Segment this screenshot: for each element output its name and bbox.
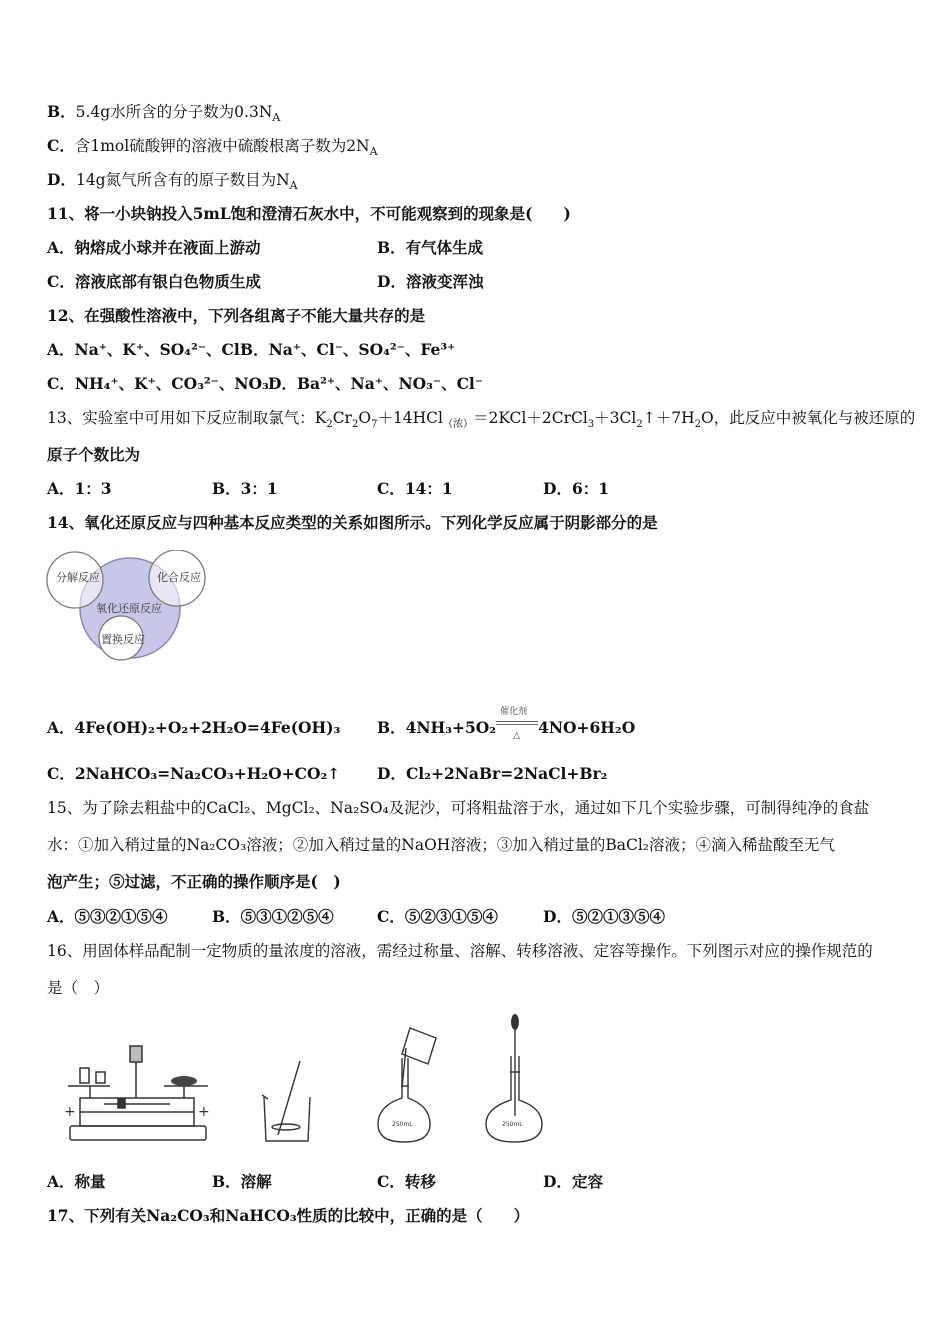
q14-option-b: B．4NH₃+5O₂ 催化剂 △ 4NO+6H₂O [377, 717, 635, 739]
q15-stem-line2: 水：①加入稍过量的Na₂CO₃溶液；②加入稍过量的NaOH溶液；③加入稍过量的BaCl₂溶液；④滴入稀盐酸至无气 [47, 836, 835, 854]
q13-option-a: A．1：3 [47, 479, 112, 498]
dropper-bulb [511, 1014, 519, 1030]
redox-venn-diagram [44, 550, 214, 662]
q11-option-d: D．溶液变浑浊 [377, 272, 484, 291]
q13-option-b: B．3：1 [212, 479, 278, 498]
q14-option-c: C．2NaHCO₃=Na₂CO₃+H₂O+CO₂↑ [47, 764, 341, 783]
q16-stem-line1: 16、用固体样品配制一定物质的量浓度的溶液，需经过称量、溶解、转移溶液、定容等操作。下列图示对应的操作规范的 [47, 942, 873, 960]
balance-illustration [64, 1040, 212, 1146]
decomposition-label: 分解反应 [56, 571, 100, 584]
q12-option-d: D．Ba²⁺、Na⁺、NO₃⁻、Cl⁻ [268, 374, 483, 393]
beaker-illustration [258, 1055, 316, 1145]
q13-stem-line2: 原子个数比为 [47, 445, 141, 464]
sample-pile [171, 1076, 197, 1086]
q13-option-d: D．6：1 [543, 479, 610, 498]
displacement-label: 置换反应 [101, 633, 145, 646]
q11-stem: 11、将一小块钠投入5mL饱和澄清石灰水中，不可能观察到的现象是( ) [47, 204, 571, 223]
q15-option-d: D．⑤②①③⑤④ [543, 907, 665, 926]
transfer-illustration [372, 1020, 450, 1145]
q16-option-a: A．称量 [47, 1172, 106, 1191]
q15-option-c: C．⑤②③①⑤④ [377, 907, 498, 926]
q11-option-b: B．有气体生成 [377, 238, 484, 257]
q11-option-a: A．钠熔成小球并在液面上游动 [47, 238, 261, 257]
catalyst-label: 催化剂 [500, 707, 528, 717]
flask-volume-label-1: 250mL [392, 1121, 413, 1128]
q14-option-a: A．4Fe(OH)₂+O₂+2H₂O=4Fe(OH)₃ [47, 718, 341, 737]
q17-stem: 17、下列有关Na₂CO₃和NaHCO₃性质的比较中，正确的是（ ） [47, 1206, 530, 1225]
q10-option-c: C．含1mol硫酸钾的溶液中硫酸根离子数为$2N_A$ [47, 136, 378, 159]
q12-stem: 12、在强酸性溶液中，下列各组离子不能大量共存的是 [47, 306, 426, 325]
q16-stem-line2: 是（ ） [47, 979, 110, 997]
minus-sign-left: + [64, 1104, 76, 1120]
minus-sign-right: + [198, 1104, 210, 1120]
q15-stem-line3: 泡产生；⑤过滤，不正确的操作顺序是( ) [47, 872, 341, 891]
q16-option-b: B．溶解 [212, 1172, 272, 1191]
q13-option-c: C．14：1 [377, 479, 453, 498]
q14-option-d: D．Cl₂+2NaBr=2NaCl+Br₂ [377, 764, 608, 783]
flask-volume-label-2: 250mL [502, 1121, 523, 1128]
q15-stem-line1: 15、为了除去粗盐中的CaCl₂、MgCl₂、Na₂SO₄及泥沙，可将粗盐溶于水，通过如下几个实验步骤，可制得纯净的食盐 [47, 799, 870, 817]
q10-option-d: D．14g氮气所含有的原子数目为$N_A$ [47, 170, 298, 193]
combination-label: 化合反应 [157, 571, 201, 584]
q12-option-b: B．Na⁺、Cl⁻、SO₄²⁻、Fe³⁺ [240, 340, 456, 359]
q12-option-a: A．Na⁺、K⁺、SO₄²⁻、Cl⁻ [47, 340, 248, 359]
make-to-volume-illustration [480, 1012, 550, 1145]
q15-option-a: A．⑤③②①⑤④ [47, 907, 168, 926]
q10-option-b: B．5.4g水所含的分子数为$0.3N_A$ [47, 102, 281, 125]
q12-option-c: C．NH₄⁺、K⁺、CO₃²⁻、NO₃⁻ [47, 374, 278, 393]
q14-stem: 14、氧化还原反应与四种基本反应类型的关系如图所示。下列化学反应属于阴影部分的是 [47, 513, 658, 532]
q16-option-d: D．定容 [543, 1172, 603, 1191]
q15-option-b: B．⑤③①②⑤④ [212, 907, 334, 926]
q16-option-c: C．转移 [377, 1172, 436, 1191]
redox-label: 氧化还原反应 [96, 602, 162, 615]
heat-symbol: △ [513, 731, 520, 741]
q13-stem: 13、实验室中可用如下反应制取氯气：$K_2Cr_2O_7+14HCl_{(浓)}=2KCl+2CrCl_3+3Cl_2↑+7H_2O$，此反应中被氧化与被还原的 [47, 409, 916, 431]
q11-option-c: C．溶液底部有银白色物质生成 [47, 272, 261, 291]
catalyst-heat-sign [496, 707, 538, 741]
